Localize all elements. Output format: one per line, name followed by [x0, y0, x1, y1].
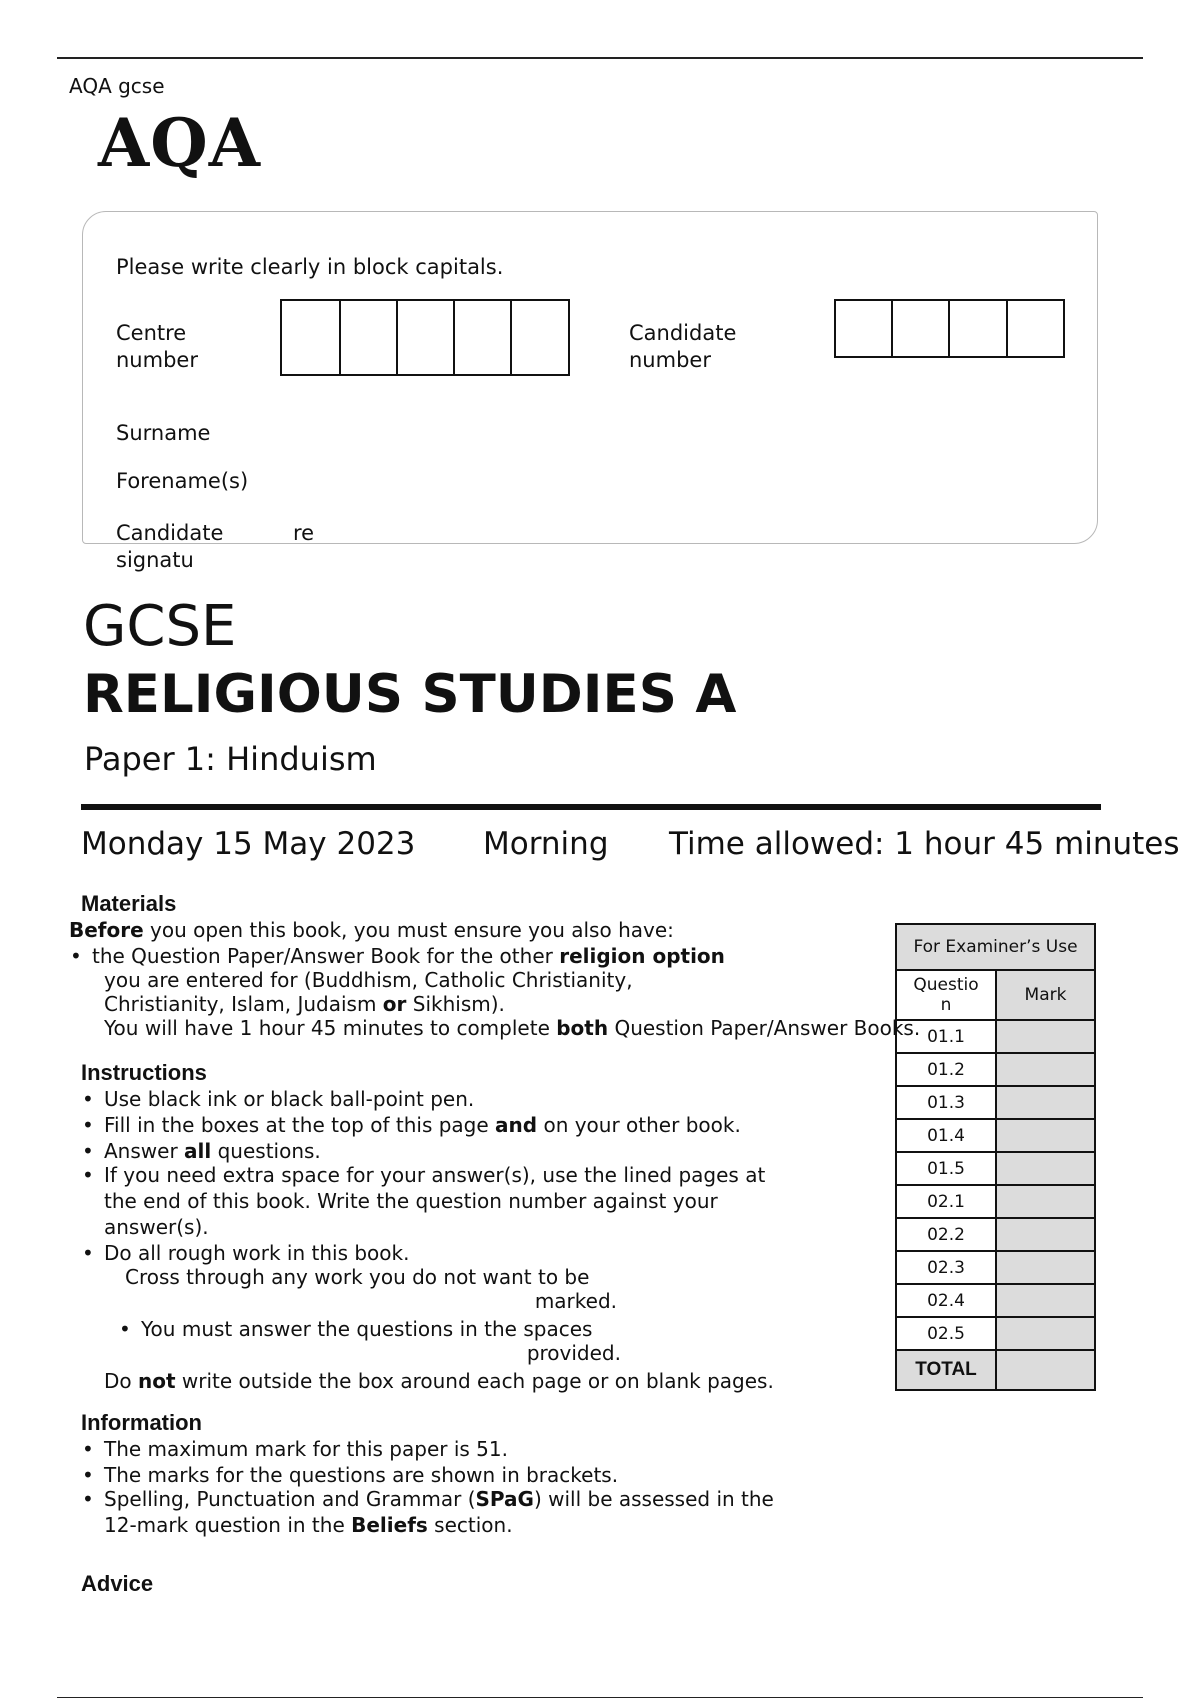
- table-row: [896, 1251, 1095, 1284]
- forenames-label: Forename(s): [116, 469, 249, 493]
- materials-line: Christianity, Islam, Judaism or Sikhism).: [104, 992, 505, 1016]
- table-row: [896, 1086, 1095, 1119]
- question-number: 02.4: [896, 1284, 996, 1317]
- table-row: [896, 1119, 1095, 1152]
- signature-field[interactable]: [330, 510, 1060, 540]
- table-row: [896, 1020, 1095, 1053]
- centre-number-label: Centre number: [116, 321, 198, 372]
- signature-label: Candidate signatu: [116, 521, 224, 572]
- mark-cell[interactable]: [996, 1218, 1095, 1251]
- mark-cell[interactable]: [996, 1317, 1095, 1350]
- mark-cell[interactable]: [996, 1284, 1095, 1317]
- mark-cell[interactable]: [996, 1020, 1095, 1053]
- instruction-item: • Use black ink or black ball-point pen.: [104, 1087, 474, 1111]
- materials-bullet: • the Question Paper/Answer Book for the other religion option: [92, 944, 725, 968]
- information-heading: Information: [81, 1410, 202, 1435]
- table-row: [896, 1284, 1095, 1317]
- information-line: 12-mark question in the Beliefs section.: [104, 1513, 513, 1537]
- centre-digit-box[interactable]: [341, 301, 398, 374]
- title-divider: [81, 804, 1101, 810]
- materials-heading: Materials: [81, 891, 177, 916]
- candidate-number-label: Candidate number: [629, 321, 737, 372]
- qualification-title: GCSE: [83, 594, 237, 659]
- question-number: 01.2: [896, 1053, 996, 1086]
- instruction-item: • Do all rough work in this book.: [104, 1241, 409, 1265]
- candidate-digit-box[interactable]: [1008, 301, 1063, 356]
- instruction-item: • Fill in the boxes at the top of this page and on your other book.: [104, 1113, 741, 1137]
- instruction-line: Cross through any work you do not want to be marked.: [125, 1265, 617, 1313]
- table-row: [896, 1317, 1095, 1350]
- mark-column-header: Mark: [996, 970, 1095, 1020]
- total-label: TOTAL: [896, 1350, 996, 1390]
- instruction-item: • You must answer the questions in the spaces provided.: [141, 1317, 621, 1365]
- mark-cell[interactable]: [996, 1251, 1095, 1284]
- candidate-digit-box[interactable]: [893, 301, 950, 356]
- question-column-header: Questio n: [896, 970, 996, 1020]
- question-number: 01.4: [896, 1119, 996, 1152]
- surname-field[interactable]: [300, 410, 1060, 444]
- exam-session: Morning: [483, 826, 609, 862]
- surname-label: Surname: [116, 421, 211, 445]
- mark-cell[interactable]: [996, 1119, 1095, 1152]
- question-number: 02.3: [896, 1251, 996, 1284]
- centre-digit-box[interactable]: [512, 301, 568, 374]
- instruction-line: Do not write outside the box around each page or on blank pages.: [104, 1369, 774, 1393]
- examiner-use-table: [895, 923, 1096, 1391]
- signature-label-suffix: re: [293, 521, 315, 545]
- question-number: 02.2: [896, 1218, 996, 1251]
- bottom-rule: [57, 1697, 1143, 1698]
- total-mark-cell[interactable]: [996, 1350, 1095, 1390]
- block-capitals-instruction: Please write clearly in block capitals.: [116, 255, 504, 279]
- information-item: • The maximum mark for this paper is 51.: [104, 1437, 508, 1461]
- materials-line: you are entered for (Buddhism, Catholic Christianity,: [104, 968, 633, 992]
- instruction-item: • Answer all questions.: [104, 1139, 321, 1163]
- mark-cell[interactable]: [996, 1053, 1095, 1086]
- question-number: 01.5: [896, 1152, 996, 1185]
- centre-digit-box[interactable]: [282, 301, 341, 374]
- aqa-logo: AQA: [98, 104, 261, 182]
- candidate-number-boxes: [834, 299, 1065, 358]
- top-rule: [57, 57, 1143, 59]
- exam-date: Monday 15 May 2023: [81, 826, 416, 862]
- instruction-item: • If you need extra space for your answer(s), use the lined pages at the end of this book. Write the question number against your answer(s).: [104, 1163, 765, 1239]
- advice-heading: Advice: [81, 1571, 154, 1596]
- question-number: 02.5: [896, 1317, 996, 1350]
- centre-digit-box[interactable]: [398, 301, 455, 374]
- materials-intro: Before you open this book, you must ensure you also have:: [69, 918, 674, 942]
- information-item: • Spelling, Punctuation and Grammar (SPaG) will be assessed in the: [104, 1487, 774, 1511]
- question-number: 01.1: [896, 1020, 996, 1053]
- candidate-digit-box[interactable]: [950, 301, 1008, 356]
- centre-digit-box[interactable]: [455, 301, 512, 374]
- subject-title: RELIGIOUS STUDIES A: [83, 664, 737, 725]
- centre-number-boxes: [280, 299, 570, 376]
- mark-cell[interactable]: [996, 1152, 1095, 1185]
- table-row: [896, 1053, 1095, 1086]
- question-number: 01.3: [896, 1086, 996, 1119]
- paper-title: Paper 1: Hinduism: [84, 740, 377, 778]
- table-row: [896, 1152, 1095, 1185]
- table-row: [896, 1218, 1095, 1251]
- instructions-heading: Instructions: [81, 1060, 207, 1085]
- total-row: [896, 1350, 1095, 1390]
- candidate-digit-box[interactable]: [836, 301, 893, 356]
- question-number: 02.1: [896, 1185, 996, 1218]
- time-allowed: Time allowed: 1 hour 45 minutes: [669, 826, 1180, 862]
- examiner-table-title: For Examiner’s Use: [896, 924, 1095, 970]
- information-item: • The marks for the questions are shown in brackets.: [104, 1463, 618, 1487]
- materials-line: You will have 1 hour 45 minutes to complete both Question Paper/Answer Books.: [104, 1016, 921, 1040]
- running-title: AQA gcse: [69, 74, 165, 98]
- table-row: [896, 1185, 1095, 1218]
- mark-cell[interactable]: [996, 1086, 1095, 1119]
- mark-cell[interactable]: [996, 1185, 1095, 1218]
- forenames-field[interactable]: [300, 458, 1060, 492]
